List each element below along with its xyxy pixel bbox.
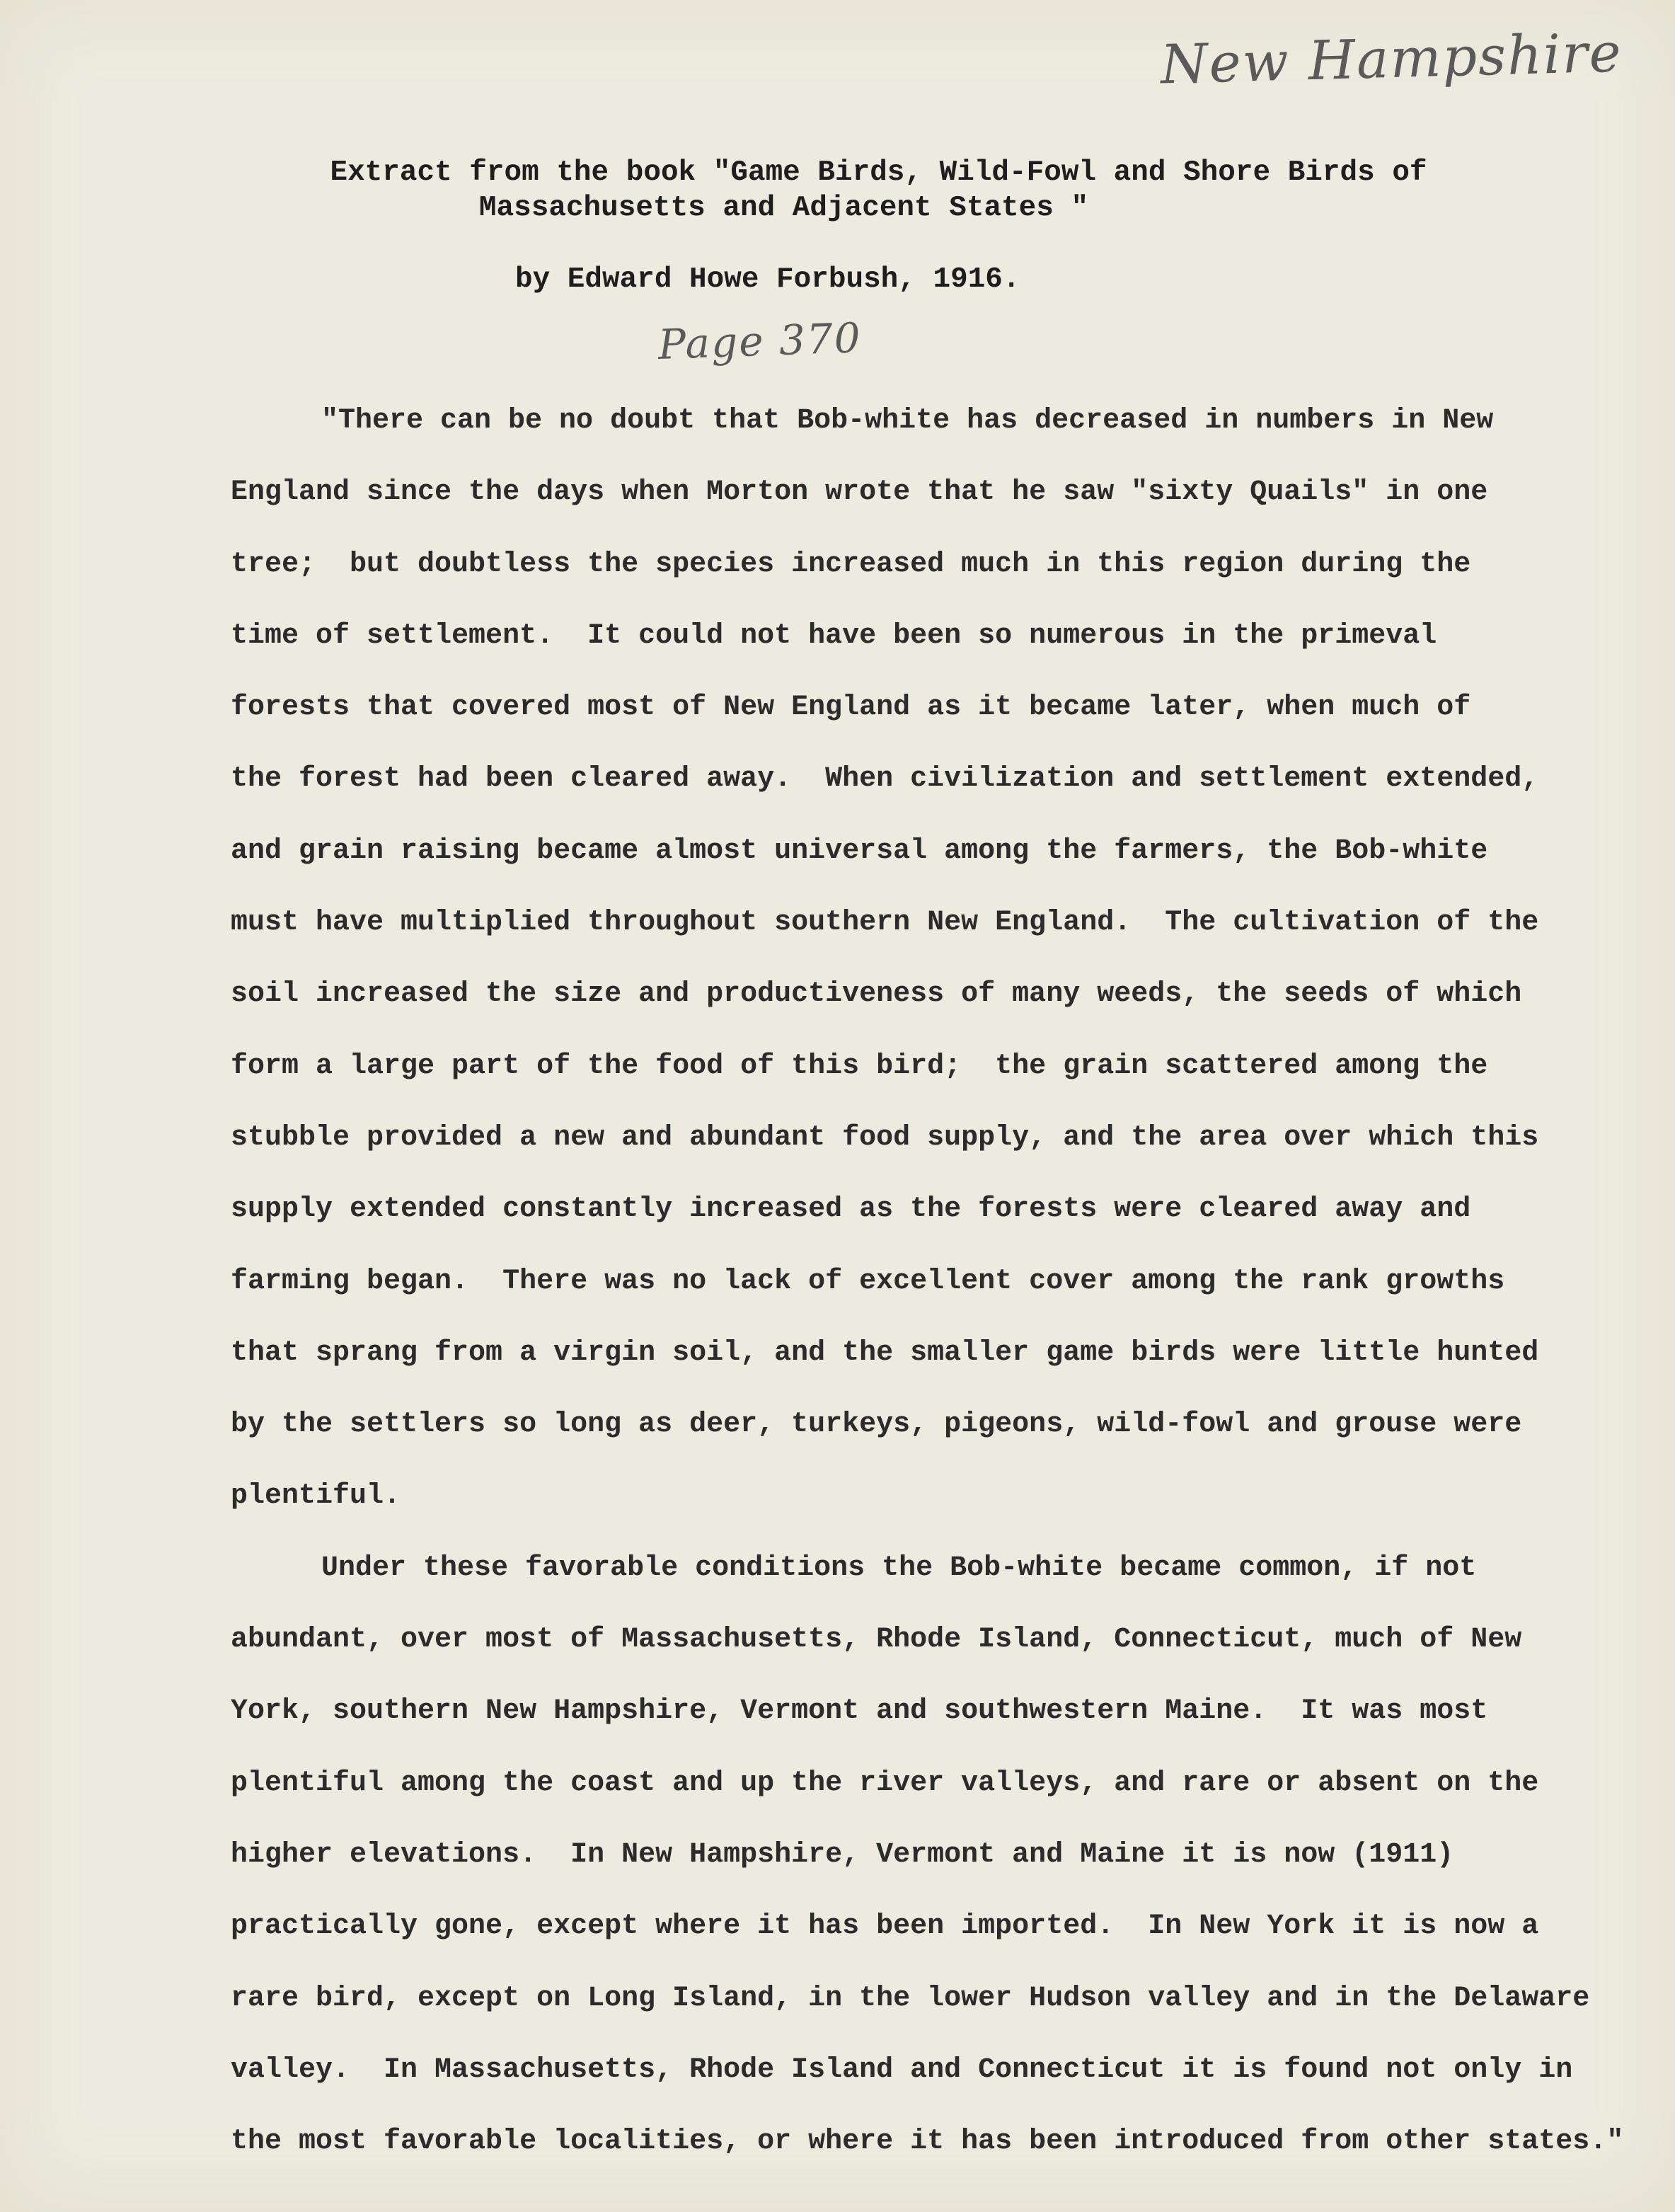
text-line: time of settlement. It could not have been so numerous in the primeval — [231, 619, 1437, 652]
handwritten-page-note: Page 370 — [657, 314, 863, 369]
text-line: supply extended constantly increased as the forests were cleared away and — [231, 1193, 1471, 1226]
text-line: form a large part of the food of this bird; the grain scattered among the — [231, 1050, 1488, 1082]
text-line: valley. In Massachusetts, Rhode Island and Connecticut it is found not only in — [231, 2053, 1573, 2086]
text-line: abundant, over most of Massachusetts, Rhode Island, Connecticut, much of New — [231, 1624, 1522, 1656]
text-line: tree; but doubtless the species increased much in this region during the — [231, 548, 1471, 580]
text-line: "There can be no doubt that Bob-white has decreased in numbers in New — [321, 405, 1494, 437]
text-line: practically gone, except where it has been imported. In New York it is now a — [231, 1910, 1539, 1943]
text-line: higher elevations. In New Hampshire, Vermont and Maine it is now (1911) — [231, 1838, 1454, 1871]
text-line: plentiful among the coast and up the river valleys, and rare or absent on the — [231, 1767, 1539, 1799]
text-line: the forest had been cleared away. When civilization and settlement extended, — [231, 763, 1539, 796]
body-text — [231, 401, 1646, 2193]
text-line: York, southern New Hampshire, Vermont and southwestern Maine. It was most — [231, 1695, 1488, 1728]
text-line: the most favorable localities, or where it has been introduced from other states." — [231, 2126, 1624, 2158]
text-line: rare bird, except on Long Island, in the lower Hudson valley and in the Delaware — [231, 1982, 1590, 2015]
text-line: England since the days when Morton wrote that he saw "sixty Quails" in one — [231, 476, 1488, 509]
text-line: soil increased the size and productiveness of many weeds, the seeds of which — [231, 978, 1522, 1011]
text-line: and grain raising became almost universal among the farmers, the Bob-white — [231, 835, 1488, 867]
paragraph-2 — [231, 1548, 1646, 2194]
title-line-1: Extract from the book "Game Birds, Wild-Fowl and Shore Birds of — [330, 156, 1427, 189]
text-line: Under these favorable conditions the Bob-white became common, if not — [321, 1552, 1477, 1584]
text-line: plentiful. — [231, 1480, 401, 1513]
paragraph-1 — [231, 401, 1646, 1548]
text-line: that sprang from a virgin soil, and the smaller game birds were little hunted — [231, 1336, 1539, 1369]
text-line: forests that covered most of New England as it became later, when much of — [231, 692, 1471, 724]
text-line: farming began. There was no lack of excellent cover among the rank growths — [231, 1265, 1505, 1297]
text-line: must have multiplied throughout southern New England. The cultivation of the — [231, 907, 1539, 939]
byline: by Edward Howe Forbush, 1916. — [515, 263, 1020, 296]
title-line-2: Massachusetts and Adjacent States " — [478, 192, 1089, 224]
text-line: stubble provided a new and abundant food supply, and the area over which this — [231, 1121, 1539, 1154]
handwritten-state-note: New Hampshire — [1159, 21, 1623, 96]
text-line: by the settlers so long as deer, turkeys, pigeons, wild-fowl and grouse were — [231, 1409, 1522, 1441]
